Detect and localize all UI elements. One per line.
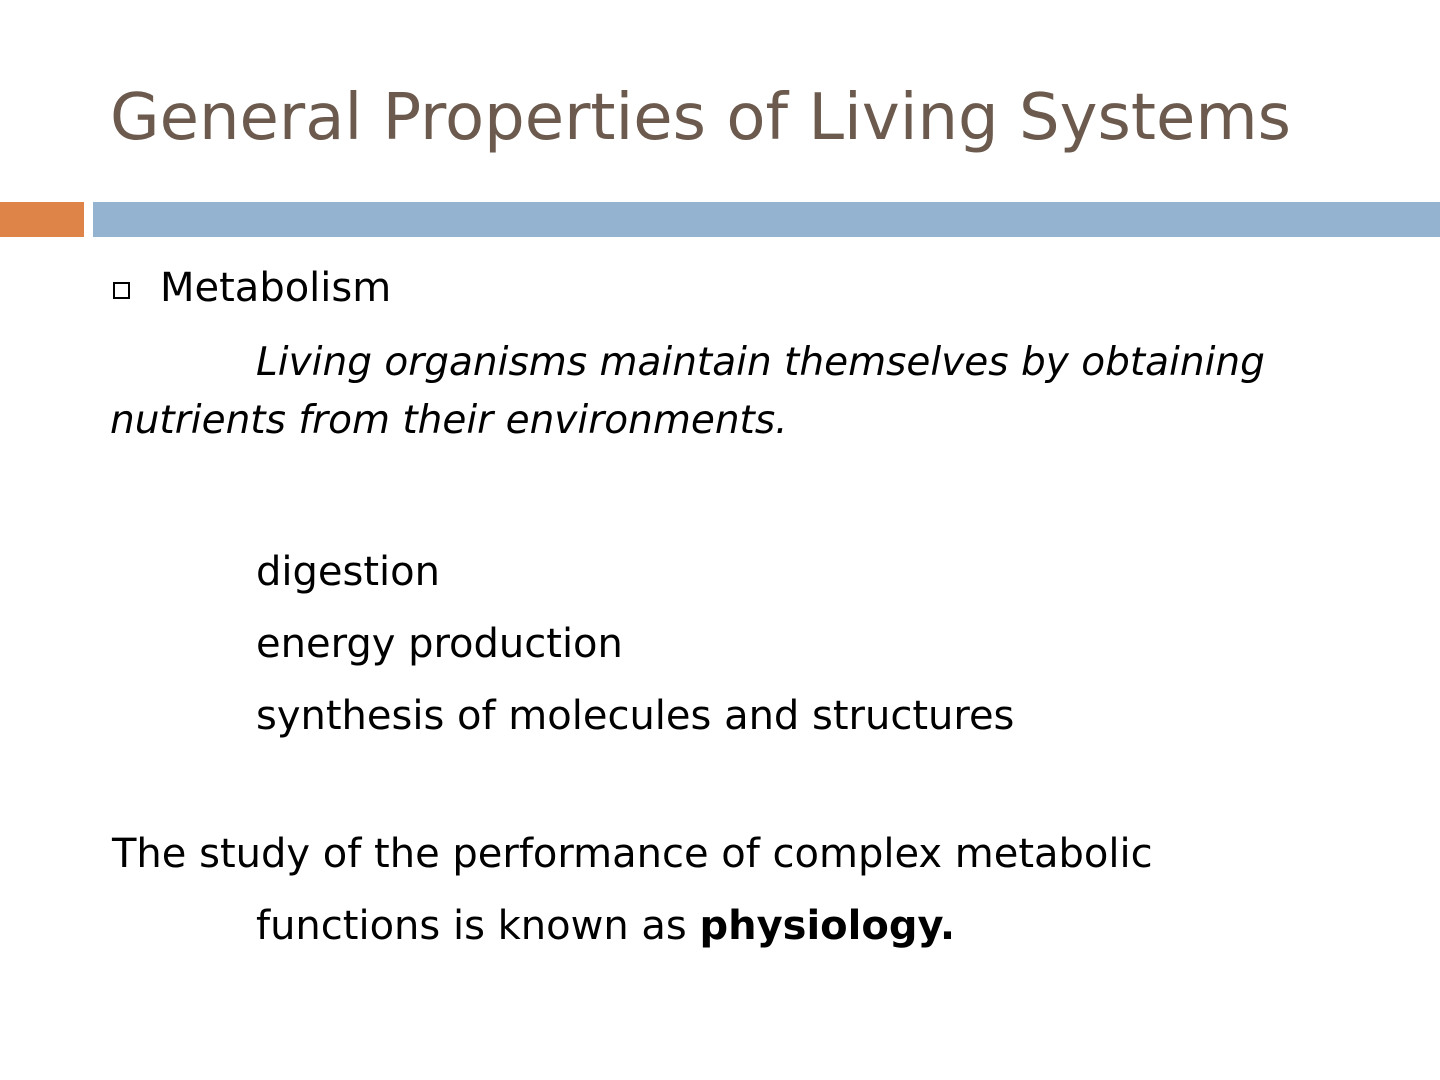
summary-line-2-text: functions is known as [256,903,700,949]
accent-bar-orange [0,202,84,237]
list-item: synthesis of molecules and structures [256,693,1015,739]
metabolic-process-list [256,536,1014,752]
bullet-label: Metabolism [160,265,392,311]
accent-bar-blue [93,202,1440,237]
list-item: energy production [256,621,623,667]
summary-line-2 [256,898,955,954]
summary-line-1: The study of the performance of complex metabolic [112,831,1153,877]
key-term-physiology: physiology. [699,903,956,949]
metabolism-definition: Living organisms maintain themselves by obtaining nutrients from their environments. [110,340,1265,443]
hollow-square-bullet-icon [113,282,130,299]
slide-title: General Properties of Living Systems [110,81,1291,155]
bullet-metabolism [113,262,391,314]
list-item: digestion [256,549,440,595]
